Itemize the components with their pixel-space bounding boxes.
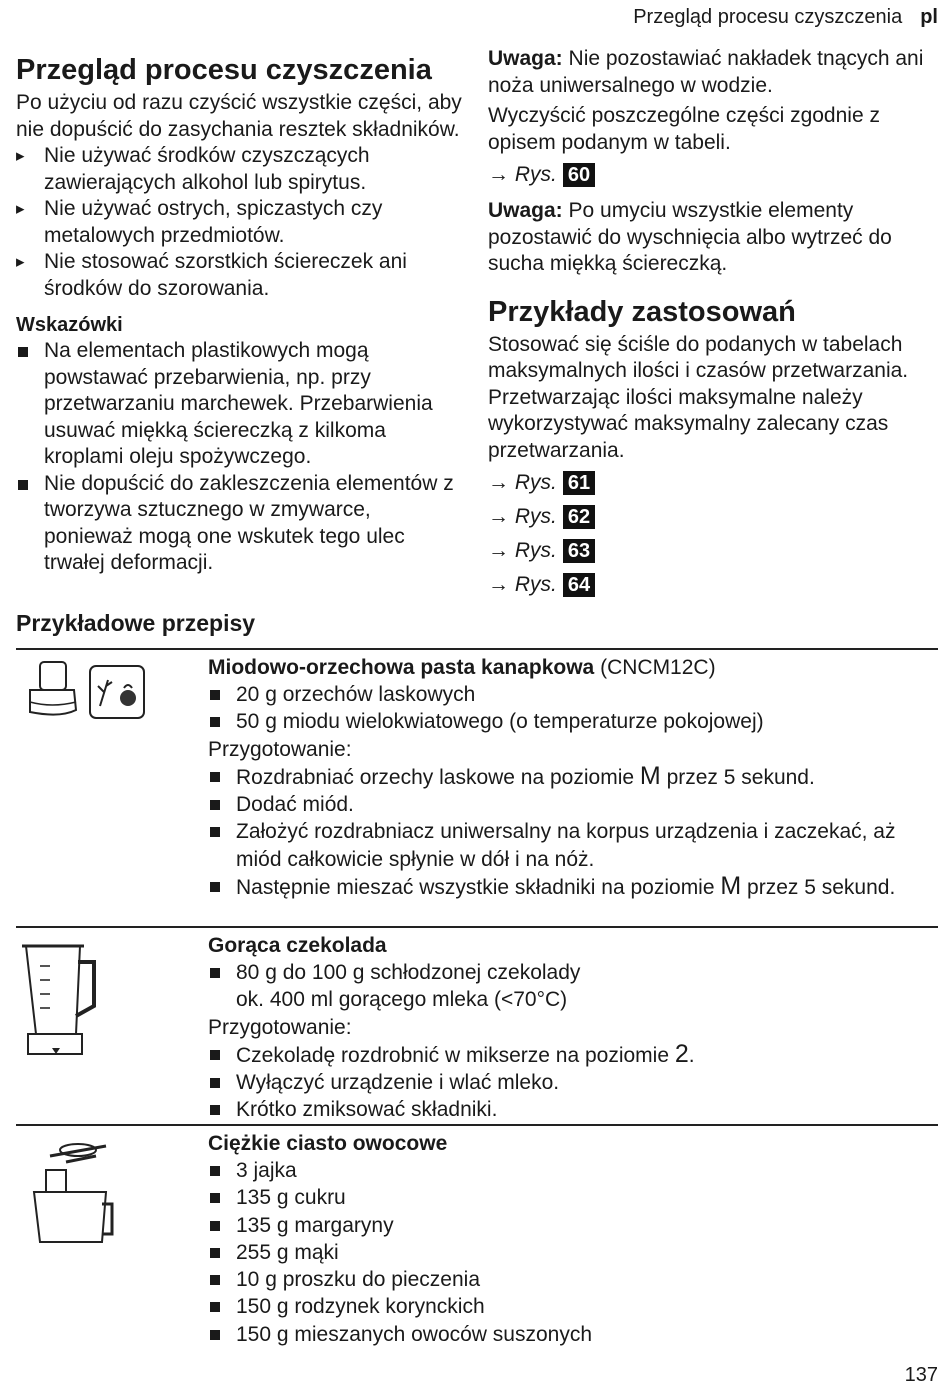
list-item: Założyć rozdrabniacz uniwersalny na korpus urządzenia i zaczekać, aż miód całkowicie spłynie w dół i na nóż. [208,818,938,873]
recipe-row [16,926,938,1126]
list-item: ▸ Nie używać ostrych, spiczastych czy metalowych przedmiotów. [16,196,462,249]
tips-list [16,338,462,577]
recipe-name: Miodowo-orzechowa pasta kanapkowa [208,656,595,679]
recipe-row [16,1124,938,1354]
note-1 [488,46,938,99]
step-list [208,1041,938,1124]
list-item: 3 jajka [208,1157,938,1184]
figure-number: 61 [563,471,595,495]
running-header-title: Przegląd procesu czyszczenia [633,6,903,28]
note-text: Nie pozostawiać nakładek tnących ani noża uniwersalnego w wodzie. [488,47,924,97]
list-item: Na elementach plastikowych mogą powstawać przebarwienia, np. przy przetwarzaniu marchewek. Przebarwienia usuwać miękką ściereczką z kilkoma kroplami oleju spożywczego. [16,338,462,471]
list-item: Dodać miód. [208,791,938,818]
tips-heading: Wskazówki [16,314,123,337]
list-item: Nie dopuścić do zakleszczenia elementów z tworzywa sztucznego w zmywarce, ponieważ mogą one wskutek tego ulec trwałej deformacji. [16,471,462,577]
list-item: 150 g mieszanych owoców suszonych [208,1321,938,1348]
ingredient-list [208,681,938,736]
ingredient-line: ok. 400 ml gorącego mleka (<70°C) [236,988,568,1012]
list-item: 50 g miodu wielokwiatowego (o temperaturze pokojowej) [208,708,938,735]
figure-ref [488,504,938,530]
list-item: 135 g cukru [208,1184,938,1211]
step-list [208,763,938,901]
recipe-body [208,1130,938,1348]
list-item: 150 g rodzynek korynckich [208,1293,938,1320]
list-item: Wyłączyć urządzenie i wlać mleko. [208,1069,938,1096]
recipe-name: Gorąca czekolada [208,934,387,957]
step-text: Następnie mieszać wszystkie składniki na poziomie [236,876,715,900]
figure-number: 64 [563,573,595,597]
list-item [208,763,938,791]
note-label: Uwaga: [488,47,563,70]
intro-text: Po użyciu od razu czyścić wszystkie części, aby nie dopuścić do zasychania resztek składników. [16,91,462,141]
recipe-row [16,648,938,928]
note-label: Uwaga: [488,199,563,222]
list-item: 10 g proszku do pieczenia [208,1266,938,1293]
recipe-title [208,654,938,681]
ref-label: → Rys. [488,539,557,563]
list-item: 80 g do 100 g schłodzonej czekolady [208,959,938,986]
recipe-title [208,932,938,959]
list-item: ▸ Nie używać środków czyszczących zawierających alkohol lub spirytus. [16,143,462,196]
recipe-body [208,654,938,901]
recipes-heading: Przykładowe przepisy [16,610,256,636]
list-item [208,873,938,901]
ref-label: → Rys. [488,573,557,597]
usage-text: Stosować się ściśle do podanych w tabelach maksymalnych ilości i czasów przetwarzania. Przetwarzając ilości maksymalne należy wykorzystywać maksymalny zalecany czas przetwarzania. [488,332,909,462]
ref-label: → Rys. [488,471,557,495]
ingredient-list [208,959,938,986]
ref-label: → Rys. [488,163,557,186]
ingredient-list [208,1157,938,1348]
page-title: Przegląd procesu czyszczenia [16,54,432,86]
section-title: Przykłady zastosowań [488,295,796,328]
step-text: przez 5 sekund. [666,765,815,789]
figure-ref [488,470,938,496]
speed-level: 2 [674,1039,689,1068]
chopper-icon [16,658,156,733]
list-item: ▸ Nie stosować szorstkich ściereczek ani środków do szorowania. [16,249,462,302]
speed-level: M [639,761,661,790]
cleaning-instruction: Wyczyścić poszczególne części zgodnie z opisem podanym w tabeli. [488,104,880,154]
recipe-name: Ciężkie ciasto owocowe [208,1132,448,1155]
note-text: Po umyciu wszystkie elementy pozostawić do wyschnięcia albo wytrzeć do sucha miękką ściereczką. [488,199,892,275]
figure-ref [488,162,938,188]
blender-icon [16,936,156,1071]
recipe-title [208,1130,938,1157]
list-item: 20 g orzechów laskowych [208,681,938,708]
prep-label: Przygotowanie: [208,737,352,761]
recipe-body [208,932,938,1124]
list-item: Krótko zmiksować składniki. [208,1096,938,1123]
list-item: Czekoladę rozdrobnić w mikserze na poziomie 2. [208,1041,938,1069]
list-item: 135 g margaryny [208,1212,938,1239]
ref-label: → Rys. [488,505,557,529]
step-text: Rozdrabniać orzechy laskowe na poziomie [236,765,635,789]
language-code: pl [920,6,938,28]
right-column [488,46,938,606]
running-header [633,6,938,29]
figure-number: 63 [563,539,595,563]
figure-number: 60 [563,163,595,187]
warning-list [16,143,462,302]
figure-ref [488,572,938,598]
note-2 [488,198,938,278]
figure-number: 62 [563,505,595,529]
figure-ref [488,538,938,564]
step-text: przez 5 sekund. [747,876,896,900]
page-number: 137 [904,1364,938,1386]
left-column [16,42,462,577]
list-item: 255 g mąki [208,1239,938,1266]
step-text: Czekoladę rozdrobnić w mikserze na poziomie [236,1043,670,1067]
prep-label: Przygotowanie: [208,1015,352,1039]
model-code: (CNCM12C) [600,656,716,679]
food-processor-icon [16,1134,156,1259]
speed-level: M [720,872,742,901]
